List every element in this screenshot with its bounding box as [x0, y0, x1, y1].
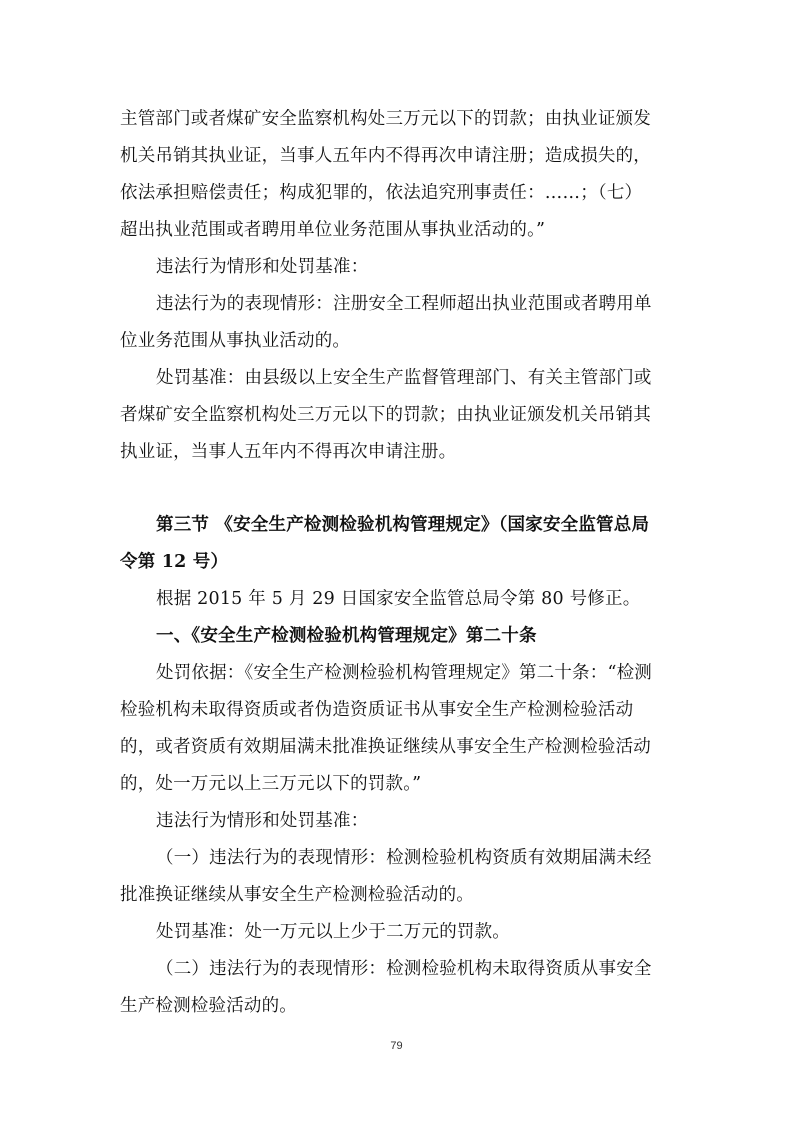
page-number: 79	[390, 1040, 403, 1052]
text-line: 的，或者资质有效期届满未批准换证继续从事安全生产检测检验活动	[120, 737, 651, 757]
text-line: 批准换证继续从事安全生产检测检验活动的。	[120, 885, 474, 905]
text-line: 处罚基准：由县级以上安全生产监督管理部门、有关主管部门或	[156, 368, 652, 388]
text-line: 处罚基准：处一万元以上少于二万元的罚款。	[156, 922, 510, 942]
text-line: 超出执业范围或者聘用单位业务范围从事执业活动的。”	[120, 220, 546, 240]
text-line: 根据 2015 年 5 月 29 日国家安全监管总局令第 80 号修正。	[156, 589, 641, 609]
text-line: 检验机构未取得资质或者伪造资质证书从事安全生产检测检验活动	[120, 700, 634, 720]
text-line: 执业证，当事人五年内不得再次申请注册。	[120, 442, 457, 462]
text-line: 位业务范围从事执业活动的。	[120, 331, 351, 351]
text-line: 违法行为情形和处罚基准：	[156, 257, 369, 277]
section-heading: 第三节 《安全生产检测检验机构管理规定》（国家安全监管总局	[156, 515, 650, 535]
text-line: 违法行为情形和处罚基准：	[156, 811, 369, 831]
text-line: （二）违法行为的表现情形：检测检验机构未取得资质从事安全	[156, 959, 652, 979]
text-line: 机关吊销其执业证，当事人五年内不得再次申请注册；造成损失的，	[120, 146, 651, 166]
section-heading-cont: 令第 12 号）	[120, 552, 229, 572]
text-line: 主管部门或者煤矿安全监察机构处三万元以下的罚款；由执业证颁发	[120, 109, 651, 129]
text-line: 生产检测检验活动的。	[120, 996, 297, 1016]
text-line: 违法行为的表现情形：注册安全工程师超出执业范围或者聘用单	[156, 294, 652, 314]
text-line: 依法承担赔偿责任；构成犯罪的，依法追究刑事责任：……；（七）	[120, 183, 643, 203]
text-line: 处罚依据：《安全生产检测检验机构管理规定》第二十条：“检测	[156, 663, 652, 683]
text-line: 的，处一万元以上三万元以下的罚款。”	[120, 774, 422, 794]
text-line: （一）违法行为的表现情形：检测检验机构资质有效期届满未经	[156, 848, 652, 868]
text-line: 者煤矿安全监察机构处三万元以下的罚款；由执业证颁发机关吊销其	[120, 405, 651, 425]
article-heading: 一、《安全生产检测检验机构管理规定》第二十条	[156, 626, 537, 646]
